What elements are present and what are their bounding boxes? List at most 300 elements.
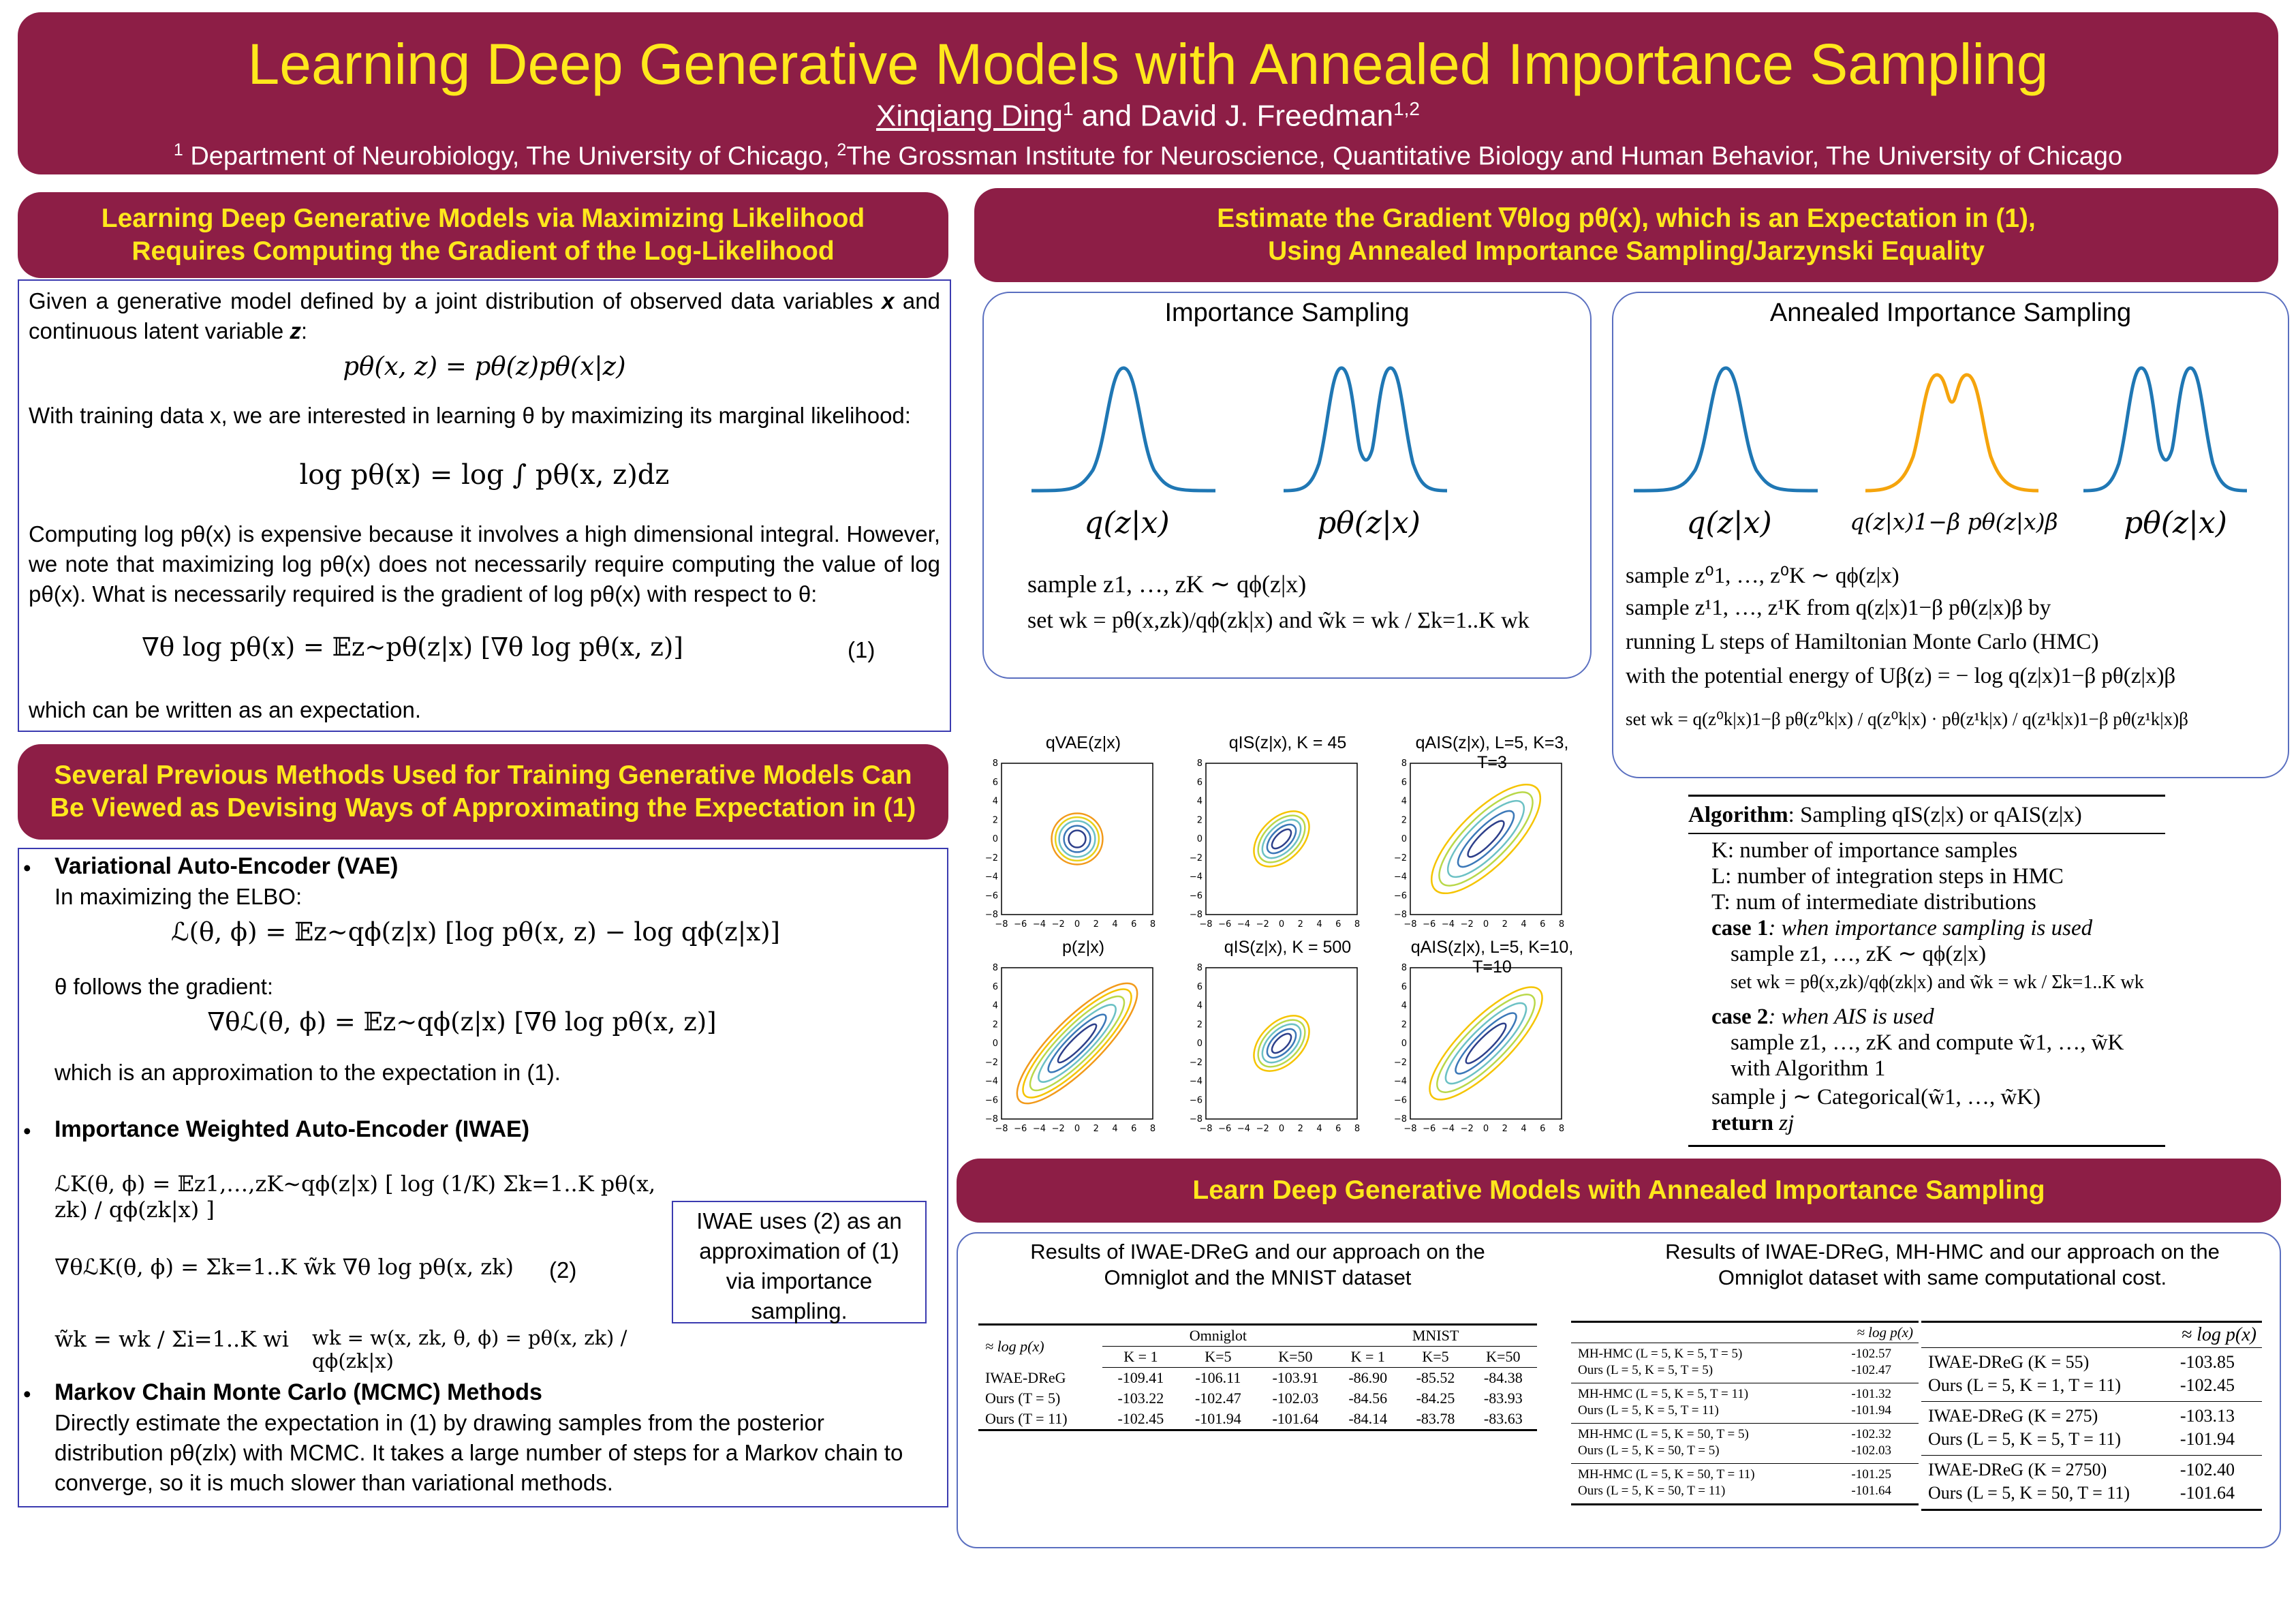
contour-line — [1250, 807, 1314, 871]
x-tick-label: −8 — [995, 919, 1008, 930]
table-row — [1921, 1374, 2262, 1397]
contour-line — [1010, 977, 1144, 1110]
table-row — [1571, 1443, 1919, 1459]
t3-corner: ≈ log p(x) — [2181, 1324, 2256, 1345]
contour-plot-title-6: qAIS(z|x), L=5, K=10, T=10 — [1410, 938, 1574, 977]
sec1-p1a: Given a generative model defined by a joint distribution of observed data variables — [29, 288, 882, 313]
contour-line — [1415, 972, 1557, 1114]
y-tick-label: −4 — [984, 1076, 998, 1087]
ais-line-2: sample z¹1, …, z¹K from q(z|x)1−β pθ(z|x)β by — [1626, 596, 2051, 620]
vae-bullet: • — [23, 855, 31, 880]
contour-line — [1436, 994, 1535, 1092]
vae-eq-elbo: ℒ(θ, ϕ) = 𝔼z∼qϕ(z|x) [log pθ(x, z) − log qϕ(z|x)] — [171, 917, 780, 947]
section2-title-line2: Be Viewed as Devising Ways of Approximating the Expectation in (1) — [50, 793, 916, 823]
results-caption-1: Results of IWAE-DReG and our approach on the Omniglot and the MNIST dataset — [1030, 1240, 1485, 1289]
y-tick-label: 0 — [992, 834, 998, 844]
sec1-paragraph-3: Computing log pθ(x) is expensive because it involves a high dimensional integral. However, we note that maximizing log pθ(x) does not necessarily require computing the value of log pθ(x). What is necessarily required is the gradient of log pθ(x) with respect to θ: — [29, 521, 940, 607]
t1-cell: -103.91 — [1272, 1369, 1319, 1386]
algo-c1-weights: set wk = pθ(x,zk)/qϕ(zk|x) and w̃k = wk / Σk=1..K wk — [1731, 972, 2144, 993]
x-tick-label: −8 — [1403, 919, 1417, 930]
mcmc-bullet: • — [23, 1381, 31, 1407]
x-tick-label: −4 — [1441, 1124, 1455, 1134]
t1-cell: -83.78 — [1416, 1410, 1455, 1427]
x-tick-label: −2 — [1256, 919, 1269, 930]
table-row — [1571, 1403, 1919, 1419]
contour-line — [1256, 813, 1308, 865]
y-tick-label: 6 — [1401, 777, 1407, 788]
y-tick-label: 6 — [992, 981, 998, 992]
algo-case2-rest: : when AIS is used — [1768, 1005, 1934, 1029]
t1-cell: -103.22 — [1117, 1390, 1164, 1407]
table-row — [1921, 1458, 2262, 1482]
t2-row-name: Ours (L = 5, K = 5, T = 11) — [1578, 1403, 1719, 1418]
x-tick-label: −6 — [1014, 919, 1027, 930]
t1-cell: -101.94 — [1194, 1410, 1241, 1427]
table-row — [978, 1368, 1537, 1389]
t1-corner: ≈ log p(x) — [985, 1337, 1044, 1355]
t2-row-name: MH-HMC (L = 5, K = 5, T = 11) — [1578, 1387, 1749, 1401]
contour-plot-4 — [974, 961, 1158, 1145]
contour-line — [1262, 820, 1301, 859]
table-group-rule — [1921, 1347, 2262, 1348]
y-tick-label: 6 — [992, 777, 998, 788]
x-tick-label: −8 — [1403, 1124, 1417, 1134]
sec1-eq-gradient: ∇θ log pθ(x) = 𝔼z∼pθ(z|x) [∇θ log pθ(x, z)] — [142, 632, 683, 662]
t2-row-value: -102.47 — [1851, 1363, 1891, 1377]
y-tick-label: −8 — [1393, 1114, 1407, 1124]
y-tick-label: −4 — [1393, 872, 1407, 883]
x-tick-label: −6 — [1218, 919, 1232, 930]
y-tick-label: 4 — [1196, 1000, 1203, 1011]
sec1-p1c: : — [300, 318, 308, 343]
t3-row-name: Ours (L = 5, K = 1, T = 11) — [1928, 1375, 2122, 1395]
t1-col-header: K=50 — [1470, 1347, 1537, 1368]
t3-row-value: -103.13 — [2179, 1406, 2235, 1426]
x-tick-label: −4 — [1237, 919, 1251, 930]
contour-plot-title-2: qIS(z|x), K = 45 — [1228, 733, 1347, 752]
ais-panel-title: Annealed Importance Sampling — [1769, 298, 2132, 327]
author-1: Xinqiang Ding — [875, 99, 1063, 133]
contour-line — [1451, 804, 1521, 874]
y-tick-label: 8 — [1196, 963, 1203, 973]
y-tick-label: 2 — [1401, 815, 1407, 826]
x-tick-label: 2 — [1093, 919, 1099, 930]
t1-row-name: IWAE-DReG — [985, 1368, 1066, 1386]
algo-bottom-rule — [1688, 1145, 2165, 1147]
vae-heading: Variational Auto-Encoder (VAE) — [55, 853, 399, 879]
x-tick-label: −4 — [1441, 919, 1455, 930]
x-tick-label: −8 — [1199, 1124, 1213, 1134]
t1-col-header: K = 1 — [1102, 1347, 1179, 1368]
is-panel-title: Importance Sampling — [1164, 298, 1410, 327]
contour-line — [1243, 1005, 1320, 1082]
t1-group-mnist: MNIST — [1334, 1326, 1537, 1347]
affil-sup-1: 1 — [173, 140, 183, 159]
algo-sample-j: sample j ∼ Categorical(w̃1, …, w̃K) — [1711, 1085, 2041, 1109]
t3-row-name: IWAE-DReG (K = 2750) — [1928, 1460, 2107, 1480]
t2-row-value: -101.25 — [1851, 1467, 1891, 1482]
x-tick-label: −2 — [1460, 919, 1474, 930]
x-tick-label: 6 — [1540, 919, 1546, 930]
t3-row-name: IWAE-DReG (K = 55) — [1928, 1352, 2090, 1372]
section1-box — [18, 279, 951, 732]
algo-head: Algorithm — [1688, 803, 1788, 827]
contour-plot-grid — [974, 733, 1601, 1142]
x-tick-label: 2 — [1093, 1124, 1099, 1134]
mcmc-text: Directly estimate the expectation in (1) by drawing samples from the posterior distribution pθ(zlx) with MCMC. It takes a large number of steps for a Markov chain to converge, so it is much slower than variational methods. — [55, 1410, 903, 1495]
contour-plot-title-3: qAIS(z|x), L=5, K=3, T=3 — [1415, 733, 1569, 772]
y-tick-label: 8 — [1401, 759, 1407, 769]
y-tick-label: 2 — [1196, 815, 1203, 826]
table-row — [1571, 1362, 1919, 1379]
is-line-2: set wk = pθ(x,zk)/qϕ(zk|x) and w̃k = wk / Σk=1..K wk — [1027, 608, 1530, 633]
t2-corner: ≈ log p(x) — [1857, 1324, 1913, 1340]
y-tick-label: 6 — [1196, 777, 1203, 788]
sec1-paragraph-1 — [29, 286, 940, 346]
y-tick-label: 0 — [992, 1039, 998, 1049]
affiliations — [18, 140, 2278, 172]
table-row — [1571, 1386, 1919, 1403]
x-tick-label: 8 — [1149, 919, 1156, 930]
contour-line — [1243, 801, 1320, 877]
table-group-rule — [1571, 1463, 1919, 1464]
sec1-eq-marginal: log pθ(x) = log ∫ pθ(x, z)dz — [299, 459, 670, 491]
t1-cell: -102.45 — [1117, 1410, 1164, 1427]
y-tick-label: 0 — [1401, 1039, 1407, 1049]
plot-axes-frame — [1002, 968, 1153, 1119]
table-group-rule — [1921, 1455, 2262, 1456]
x-tick-label: 4 — [1316, 1124, 1322, 1134]
contour-line — [1427, 780, 1546, 899]
y-tick-label: −2 — [1189, 1057, 1203, 1068]
authors — [18, 98, 2278, 134]
table-row — [1921, 1405, 2262, 1428]
x-tick-label: 8 — [1558, 919, 1565, 930]
plot-axes-frame — [1410, 763, 1562, 915]
y-tick-label: 2 — [1196, 1020, 1203, 1030]
y-tick-label: −8 — [1189, 910, 1203, 920]
t2-row-value: -102.32 — [1851, 1427, 1891, 1441]
algo-mid-rule — [1688, 833, 2165, 834]
contour-line — [1256, 1017, 1308, 1070]
vae-text-2: θ follows the gradient: — [55, 974, 274, 999]
x-tick-label: −8 — [995, 1124, 1008, 1134]
x-tick-label: −4 — [1237, 1124, 1251, 1134]
ais-proposal-curve — [1634, 368, 1818, 491]
iwae-eq-weight: wk = w(x, zk, θ, ϕ) = pθ(x, zk) / qϕ(zk|x) — [312, 1326, 627, 1373]
table-row — [1571, 1467, 1919, 1483]
y-tick-label: −2 — [1393, 853, 1407, 863]
section2-box — [18, 848, 948, 1507]
x-tick-label: 6 — [1335, 919, 1341, 930]
ais-line-3: running L steps of Hamiltonian Monte Carlo (HMC) — [1626, 630, 2099, 654]
y-tick-label: 2 — [1401, 1020, 1407, 1030]
x-tick-label: 6 — [1131, 919, 1137, 930]
section1-header — [18, 192, 948, 278]
t1-group-omniglot: Omniglot — [1102, 1326, 1334, 1347]
x-tick-label: 8 — [1558, 1124, 1565, 1134]
section3-header — [974, 188, 2278, 282]
t3-row-value: -101.94 — [2179, 1429, 2235, 1449]
algo-case2 — [1711, 1003, 1934, 1030]
ais-line-5: set wk = q(z⁰k|x)1−β pθ(z⁰k|x) / q(z⁰k|x) · pθ(z¹k|x) / q(z¹k|x)1−β pθ(z¹k|x)β — [1626, 709, 2188, 729]
header-banner — [18, 12, 2278, 174]
y-tick-label: 4 — [1401, 796, 1407, 807]
y-tick-label: −8 — [984, 1114, 998, 1124]
section4-title: Learn Deep Generative Models with Annealed Importance Sampling — [1192, 1176, 2045, 1205]
table-group-rule — [1921, 1401, 2262, 1402]
ais-panel — [1612, 292, 2289, 778]
y-tick-label: 4 — [1401, 1000, 1407, 1011]
plot-axes-frame — [1206, 763, 1357, 915]
t1-cell: -86.90 — [1348, 1369, 1388, 1386]
t2-row-name: Ours (L = 5, K = 50, T = 5) — [1578, 1443, 1720, 1458]
table-row — [1571, 1483, 1919, 1499]
table-row — [978, 1409, 1537, 1429]
x-tick-label: 4 — [1521, 1124, 1527, 1134]
y-tick-label: 0 — [1401, 834, 1407, 844]
ais-label-mid: q(z|x)1−β pθ(z|x)β — [1850, 508, 2058, 535]
sec1-paragraph-2: With training data x, we are interested in learning θ by maximizing its marginal likelihood: — [29, 403, 911, 428]
t1-cell: -84.38 — [1483, 1369, 1523, 1386]
sec1-p1x: x — [882, 288, 895, 313]
x-tick-label: −2 — [1051, 1124, 1065, 1134]
t2-row-name: MH-HMC (L = 5, K = 50, T = 11) — [1578, 1467, 1755, 1482]
t1-cell: -85.52 — [1416, 1369, 1455, 1386]
y-tick-label: −6 — [1393, 1095, 1407, 1106]
table-row — [1921, 1351, 2262, 1374]
y-tick-label: 8 — [1196, 759, 1203, 769]
table-group-rule — [1571, 1423, 1919, 1424]
table-bottom-rule — [1571, 1503, 1919, 1505]
x-tick-label: −2 — [1256, 1124, 1269, 1134]
contour-plot-6 — [1383, 961, 1567, 1145]
contour-plot-2 — [1179, 756, 1363, 940]
results-caption-2: Results of IWAE-DReG, MH-HMC and our approach on the Omniglot dataset with same computational cost. — [1665, 1240, 2220, 1289]
contour-line — [1262, 1024, 1301, 1063]
y-tick-label: 2 — [992, 1020, 998, 1030]
algo-line-t: T: num of intermediate distributions — [1711, 890, 2036, 915]
author-2-sup: 1,2 — [1393, 98, 1421, 119]
iwae-note-box — [672, 1201, 927, 1323]
sec1-p1b: and continuous latent variable — [29, 288, 940, 343]
t1-cell: -84.25 — [1416, 1390, 1455, 1407]
mcmc-heading: Markov Chain Monte Carlo (MCMC) Methods — [55, 1379, 542, 1405]
algo-c1-sample: sample z1, …, zK ∼ qϕ(z|x) — [1731, 942, 1987, 966]
is-density-curves — [984, 354, 1590, 504]
algo-heading — [1688, 801, 2082, 829]
section2-header — [18, 744, 948, 840]
is-line-1: sample z1, …, zK ∼ qϕ(z|x) — [1027, 570, 1307, 598]
section2-title-line1: Several Previous Methods Used for Training Generative Models Can — [54, 761, 912, 790]
y-tick-label: 6 — [1196, 981, 1203, 992]
vae-text-1: In maximizing the ELBO: — [55, 884, 302, 909]
y-tick-label: −6 — [1189, 1095, 1203, 1106]
contour-line — [1055, 1021, 1100, 1067]
algo-case1-rest: : when importance sampling is used — [1768, 916, 2093, 940]
x-tick-label: 8 — [1354, 1124, 1361, 1134]
x-tick-label: 0 — [1278, 919, 1285, 930]
t2-row-name: MH-HMC (L = 5, K = 50, T = 5) — [1578, 1427, 1749, 1441]
iwae-bullet: • — [23, 1118, 31, 1144]
t1-col-header: K=5 — [1401, 1347, 1469, 1368]
sec1-paragraph-4: which can be written as an expectation. — [29, 697, 422, 722]
table-bottom-rule — [1921, 1509, 2262, 1511]
table-row — [1921, 1428, 2262, 1451]
ais-label-p: pθ(z|x) — [2124, 506, 2227, 540]
contour-plot-title-1: qVAE(z|x) — [1045, 733, 1121, 752]
y-tick-label: −8 — [1189, 1114, 1203, 1124]
ais-density-curves — [1613, 354, 2288, 504]
table-row — [1921, 1482, 2262, 1505]
contour-line — [1250, 1011, 1314, 1075]
t3-row-name: Ours (L = 5, K = 50, T = 11) — [1928, 1483, 2130, 1503]
x-tick-label: −4 — [1032, 919, 1046, 930]
y-tick-label: −8 — [984, 910, 998, 920]
x-tick-label: −6 — [1218, 1124, 1232, 1134]
ais-line-1: sample z⁰1, …, z⁰K ∼ qϕ(z|x) — [1626, 564, 1899, 588]
is-proposal-curve — [1031, 368, 1215, 491]
results-table-2 — [1571, 1321, 1919, 1505]
contour-line — [1069, 831, 1086, 848]
section1-title-line2: Requires Computing the Gradient of the Log-Likelihood — [131, 236, 835, 266]
iwae-eq-normalized-weight: w̃k = wk / Σi=1..K wi — [55, 1326, 289, 1352]
results-panel — [957, 1232, 2281, 1548]
t1-cell: -102.03 — [1272, 1390, 1319, 1407]
y-tick-label: 4 — [1196, 796, 1203, 807]
section4-header — [957, 1159, 2281, 1223]
algorithm-box — [1688, 795, 2165, 1149]
poster-title: Learning Deep Generative Models with Annealed Importance Sampling — [247, 32, 2049, 96]
contour-plot-title-4: p(z|x) — [1061, 938, 1105, 957]
y-tick-label: 8 — [992, 963, 998, 973]
algo-line-l: L: number of integration steps in HMC — [1711, 864, 2064, 889]
y-tick-label: −6 — [984, 1095, 998, 1106]
y-tick-label: −6 — [1189, 891, 1203, 902]
algo-return-label: return — [1711, 1111, 1774, 1135]
t1-cell: -84.56 — [1348, 1390, 1388, 1407]
t1-col-header: K=50 — [1257, 1347, 1334, 1368]
ais-target-curve — [2083, 368, 2247, 491]
sec1-eq-number: (1) — [848, 637, 875, 662]
y-tick-label: −8 — [1393, 910, 1407, 920]
table-row — [1571, 1426, 1919, 1443]
importance-sampling-panel — [982, 292, 1592, 679]
contour-line — [1438, 791, 1534, 887]
x-tick-label: 6 — [1540, 1124, 1546, 1134]
contour-line — [1425, 983, 1547, 1105]
t2-row-name: Ours (L = 5, K = 50, T = 11) — [1578, 1484, 1726, 1498]
x-tick-label: −2 — [1051, 919, 1065, 930]
x-tick-label: 2 — [1502, 1124, 1508, 1134]
y-tick-label: 4 — [992, 796, 998, 807]
t1-cell: -101.64 — [1272, 1410, 1319, 1427]
y-tick-label: 8 — [1401, 963, 1407, 973]
x-tick-label: 8 — [1354, 919, 1361, 930]
t2-row-value: -101.94 — [1851, 1403, 1891, 1418]
x-tick-label: 0 — [1074, 919, 1081, 930]
t2-row-value: -102.57 — [1851, 1347, 1891, 1361]
algo-return — [1711, 1109, 1794, 1137]
t2-row-value: -101.64 — [1851, 1484, 1891, 1498]
affil-2: The Grossman Institute for Neuroscience, Quantitative Biology and Human Behavior, The University of Chicago — [846, 142, 2123, 171]
iwae-eq-bound: ℒK(θ, ϕ) = 𝔼z1,…,zK∼qϕ(z|x) [ log (1/K) Σk=1..K pθ(x, zk) / qϕ(zk|x) ] — [55, 1171, 656, 1223]
t1-cell: -84.14 — [1348, 1410, 1388, 1427]
plot-axes-frame — [1002, 763, 1153, 915]
contour-line — [1416, 769, 1556, 909]
is-target-curve — [1284, 368, 1447, 491]
t3-row-value: -101.64 — [2179, 1483, 2235, 1503]
x-tick-label: −6 — [1423, 1124, 1436, 1134]
x-tick-label: −4 — [1032, 1124, 1046, 1134]
algo-c2-ref[interactable]: with Algorithm 1 — [1731, 1056, 1886, 1081]
y-tick-label: −2 — [1189, 853, 1203, 863]
iwae-heading: Importance Weighted Auto-Encoder (IWAE) — [55, 1116, 530, 1142]
algo-case1 — [1711, 915, 2092, 942]
y-tick-label: −4 — [1189, 872, 1203, 883]
contour-line — [1055, 817, 1099, 861]
x-tick-label: −2 — [1460, 1124, 1474, 1134]
section1-title-line1: Learning Deep Generative Models via Maximizing Likelihood — [101, 204, 865, 233]
sec1-p1z: z — [290, 318, 301, 343]
table-row — [1571, 1346, 1919, 1362]
t1-row-name: Ours (T = 5) — [985, 1390, 1061, 1407]
x-tick-label: 4 — [1521, 919, 1527, 930]
y-tick-label: −2 — [1393, 1057, 1407, 1068]
plot-axes-frame — [1206, 968, 1357, 1119]
ais-intermediate-curve — [1865, 375, 2038, 491]
t2-row-name: MH-HMC (L = 5, K = 5, T = 5) — [1578, 1347, 1743, 1361]
algo-line-k: K: number of importance samples — [1711, 838, 2018, 863]
table-row — [978, 1388, 1537, 1409]
t1-cell: -106.11 — [1195, 1369, 1241, 1386]
t3-row-name: IWAE-DReG (K = 275) — [1928, 1406, 2098, 1426]
t1-cell: -83.63 — [1483, 1410, 1523, 1427]
y-tick-label: 8 — [992, 759, 998, 769]
contour-plot-3 — [1383, 756, 1567, 940]
contour-plot-1 — [974, 756, 1158, 940]
y-tick-label: 2 — [992, 815, 998, 826]
y-tick-label: −2 — [984, 853, 998, 863]
y-tick-label: 6 — [1401, 981, 1407, 992]
y-tick-label: −4 — [1189, 1076, 1203, 1087]
t1-col-header: K=5 — [1179, 1347, 1256, 1368]
t3-row-value: -102.40 — [2179, 1460, 2235, 1480]
affil-1: Department of Neurobiology, The University of Chicago, — [183, 142, 837, 171]
section3-title-line2: Using Annealed Importance Sampling/Jarzynski Equality — [1268, 236, 1985, 266]
x-tick-label: −8 — [1199, 919, 1213, 930]
contour-line — [1020, 986, 1135, 1101]
section3-title-line1: Estimate the Gradient ∇θlog pθ(x), which is an Expectation in (1), — [1217, 204, 2036, 233]
t3-row-name: Ours (L = 5, K = 5, T = 11) — [1928, 1429, 2122, 1449]
x-tick-label: 2 — [1297, 1124, 1303, 1134]
iwae-note-text: IWAE uses (2) as an approximation of (1) via importance sampling. — [696, 1208, 902, 1323]
algo-case2-label: case 2 — [1711, 1005, 1769, 1029]
t1-cell: -83.93 — [1483, 1390, 1523, 1407]
x-tick-label: 4 — [1316, 919, 1322, 930]
iwae-eq-number: (2) — [549, 1257, 577, 1283]
y-tick-label: 0 — [1196, 834, 1203, 844]
author-1-sup: 1 — [1062, 98, 1074, 119]
y-tick-label: −2 — [984, 1057, 998, 1068]
is-label-p: pθ(z|x) — [1317, 506, 1421, 540]
iwae-eq-gradient: ∇θℒK(θ, ϕ) = Σk=1..K w̃k ∇θ log pθ(x, zk) — [55, 1254, 514, 1280]
x-tick-label: 6 — [1131, 1124, 1137, 1134]
x-tick-label: 6 — [1335, 1124, 1341, 1134]
algo-c2-sample: sample z1, …, zK and compute w̃1, …, w̃K — [1731, 1030, 2124, 1055]
author-2: and David J. Freedman — [1073, 99, 1394, 133]
y-tick-label: −4 — [1393, 1076, 1407, 1087]
